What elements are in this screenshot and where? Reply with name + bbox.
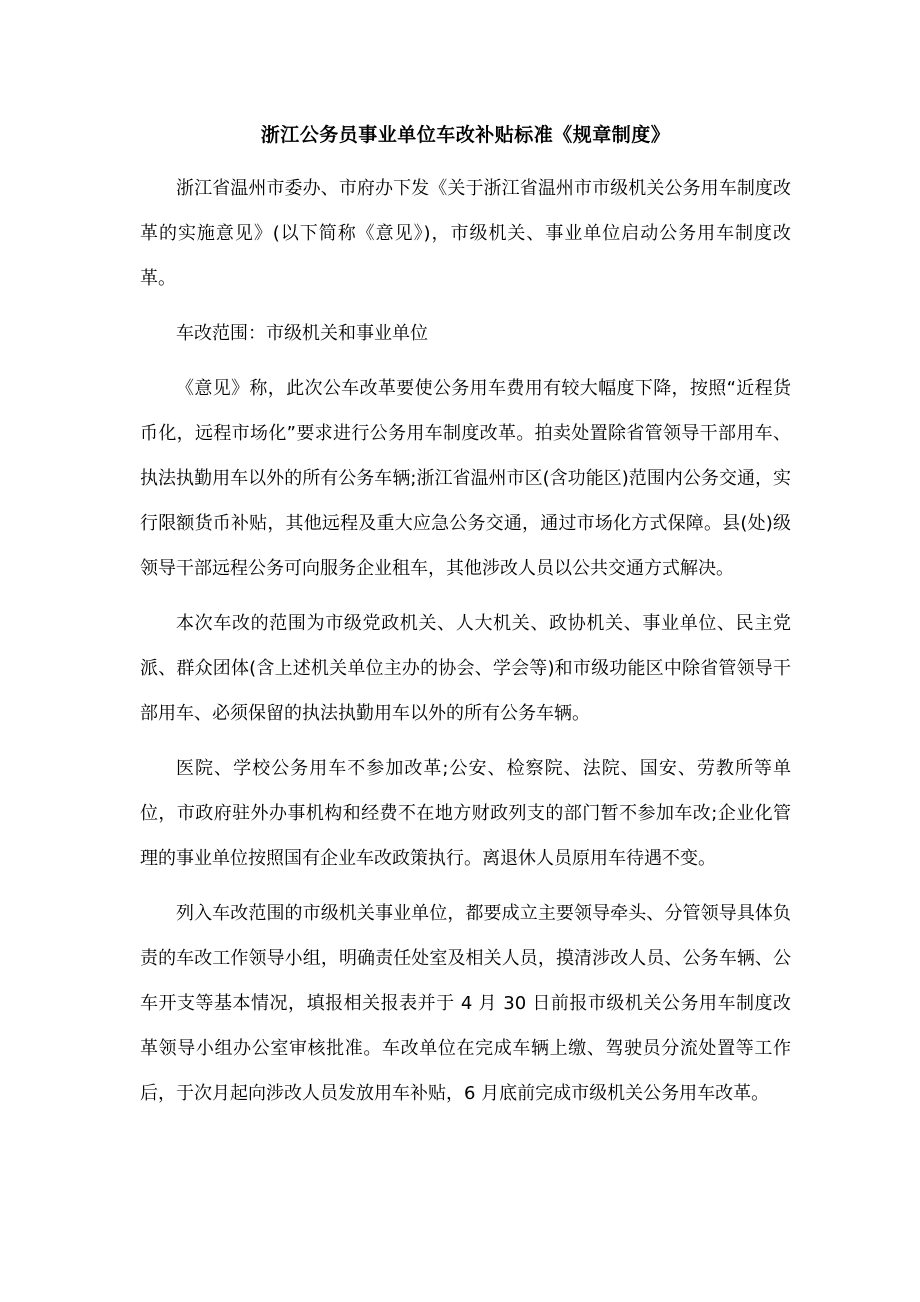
paragraph-reform-goal: 《意见》称，此次公车改革要使公务用车费用有较大幅度下降，按照“近程货币化，远程市场化”要求进行公务用车制度改革。拍卖处置除省管领导干部用车、执法执勤用车以外的所有公务车辆;浙江省温州市区(含功能区)范围内公务交通，实行限额货币补贴，其他远程及重大应急公务交通，通过市场化方式保障。县(处)级领导干部远程公务可向服务企业租车，其他涉改人员以公共交通方式解决。	[140, 378, 791, 579]
document-page	[140, 115, 791, 1116]
paragraph-intro: 浙江省温州市委办、市府办下发《关于浙江省温州市市级机关公务用车制度改革的实施意见》(以下简称《意见》)，市级机关、事业单位启动公务用车制度改革。	[140, 178, 791, 289]
paragraph-implementation: 列入车改范围的市级机关事业单位，都要成立主要领导牵头、分管领导具体负责的车改工作领导小组，明确责任处室及相关人员，摸清涉改人员、公务车辆、公车开支等基本情况，填报相关报表并于 4 月 30 日前报市级机关公务用车制度改革领导小组办公室审核批准。车改单位在完成车辆上缴、驾驶员分流处置等工作后，于次月起向涉改人员发放用车补贴，6 月底前完成市级机关公务用车改革。	[140, 903, 791, 1104]
paragraph-exemptions: 医院、学校公务用车不参加改革;公安、检察院、法院、国安、劳教所等单位，市政府驻外办事机构和经费不在地方财政列支的部门暂不参加车改;企业化管理的事业单位按照国有企业车改政策执行。离退休人员原用车待遇不变。	[140, 758, 791, 869]
paragraph-reform-range: 本次车改的范围为市级党政机关、人大机关、政协机关、事业单位、民主党派、群众团体(含上述机关单位主办的协会、学会等)和市级功能区中除省管领导干部用车、必须保留的执法执勤用车以外的所有公务车辆。	[140, 613, 791, 724]
document-title: 浙江公务员事业单位车改补贴标准《规章制度》	[260, 124, 671, 146]
paragraph-scope-heading: 车改范围：市级机关和事业单位	[176, 323, 428, 344]
